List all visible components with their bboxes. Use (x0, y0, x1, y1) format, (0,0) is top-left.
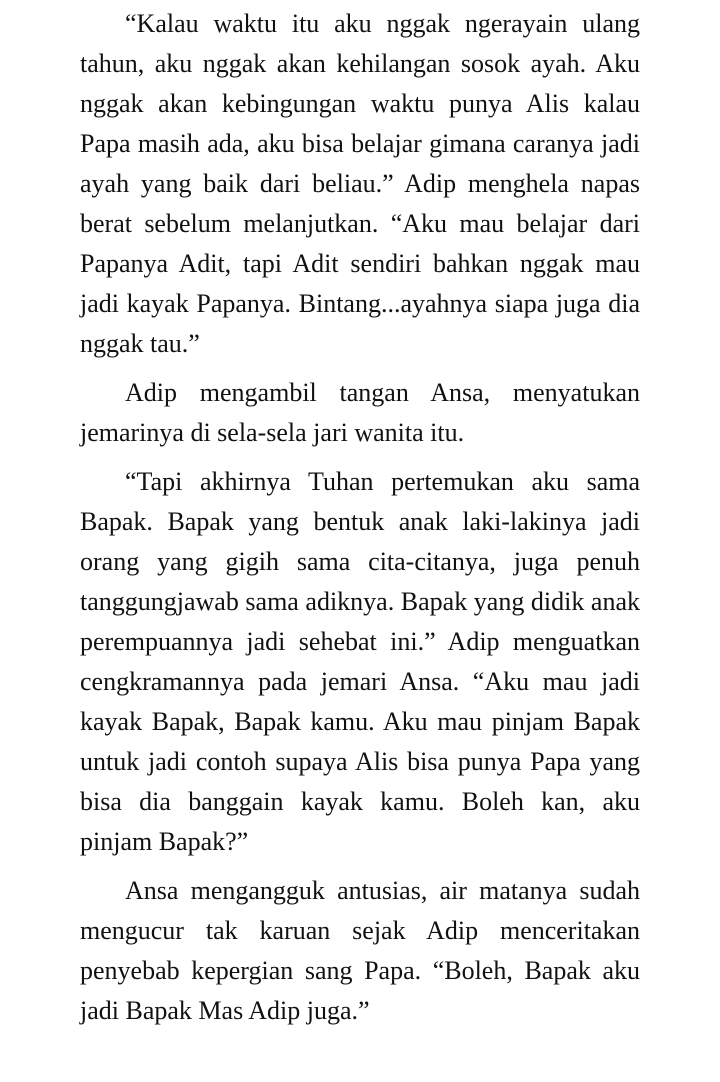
paragraph-2: Adip mengambil tangan Ansa, menyatukan jemarinya di sela-sela jari wanita itu. (80, 378, 640, 447)
book-page (80, 4, 640, 1040)
paragraph-3: “Tapi akhirnya Tuhan pertemukan aku sama Bapak. Bapak yang bentuk anak laki-lakinya jadi orang yang gigih sama cita-citanya, juga penuh tanggungjawab sama adiknya. Bapak yang didik anak perempuannya jadi sehebat ini.” Adip menguatkan cengkramannya pada jemari Ansa. “Aku mau jadi kayak Bapak, Bapak kamu. Aku mau pinjam Bapak untuk jadi contoh supaya Alis bisa punya Papa yang bisa dia banggain kayak kamu. Boleh kan, aku pinjam Bapak?” (80, 467, 640, 856)
paragraph-4: Ansa mengangguk antusias, air matanya sudah mengucur tak karuan sejak Adip menceritakan penyebab kepergian sang Papa. “Boleh, Bapak aku jadi Bapak Mas Adip juga.” (80, 876, 640, 1025)
paragraph-1: “Kalau waktu itu aku nggak ngerayain ulang tahun, aku nggak akan kehilangan sosok ayah. Aku nggak akan kebingungan waktu punya Alis kalau Papa masih ada, aku bisa belajar gimana caranya jadi ayah yang baik dari beliau.” Adip menghela napas berat sebelum melanjutkan. “Aku mau belajar dari Papanya Adit, tapi Adit sendiri bahkan nggak mau jadi kayak Papanya. Bintang...ayahnya siapa juga dia nggak tau.” (80, 9, 640, 358)
